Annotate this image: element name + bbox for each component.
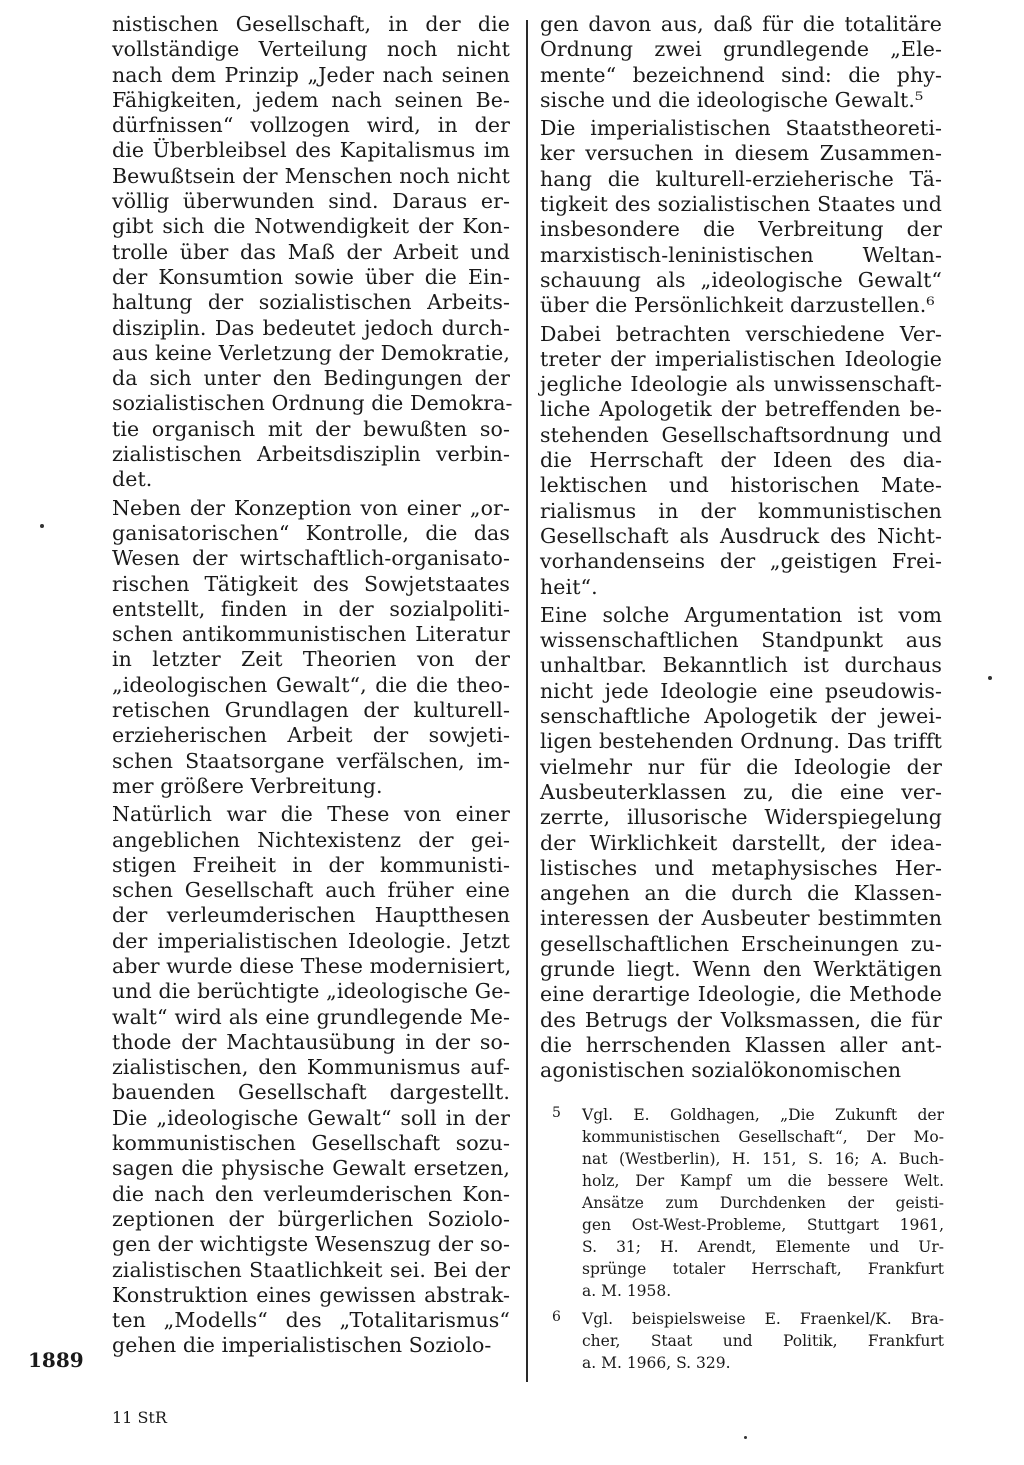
text-line: mente“ bezeichnend sind: die phy- <box>540 62 942 87</box>
text-line: treter der imperialistischen Ideologie <box>540 346 942 371</box>
print-speck <box>744 1436 747 1439</box>
text-line: vielmehr nur für die Ideologie der <box>540 754 942 779</box>
text-line: Ausbeuterklassen zu, die eine ver- <box>540 779 942 804</box>
text-line: insbesondere die Verbreitung der <box>540 217 942 242</box>
footnote-number: 5 <box>552 1105 561 1121</box>
text-line: in letzter Zeit Theorien von der <box>112 647 510 672</box>
right-column-paragraph <box>540 322 942 600</box>
text-line: ganisatorischen“ Kontrolle, die das <box>112 520 510 545</box>
text-line: gibt sich die Notwendigkeit der Kon- <box>112 214 510 239</box>
text-line: nicht jede Ideologie eine pseudowis- <box>540 678 942 703</box>
text-line: eine derartige Ideologie, die Methode <box>540 982 942 1007</box>
text-line: gehen die imperialistischen Soziolo- <box>112 1333 492 1358</box>
text-line: tie organisch mit der bewußten so- <box>112 416 510 441</box>
footnote-line: gen Ost-West-Probleme, Stuttgart 1961, <box>582 1216 944 1234</box>
text-line: der Konsumtion sowie über die Ein- <box>112 264 510 289</box>
text-line: Gesellschaft als Ausdruck des Nicht- <box>540 523 942 548</box>
text-line: walt“ wird als eine grundlegende Me- <box>112 1004 510 1029</box>
text-line: rischen Tätigkeit des Sowjetstaates <box>112 571 510 596</box>
print-speck <box>40 524 44 528</box>
footnote-line: Vgl. E. Goldhagen, „Die Zukunft der <box>582 1106 944 1124</box>
text-line: der Wirklichkeit darstellt, der idea- <box>540 830 942 855</box>
text-line: bauenden Gesellschaft dargestellt. <box>112 1080 510 1105</box>
text-line: grunde liegt. Wenn den Werktätigen <box>540 956 942 981</box>
footnote-line: S. 31; H. Arendt, Elemente und Ur- <box>582 1238 944 1256</box>
text-line: Fähigkeiten, jedem nach seinen Be- <box>112 87 510 112</box>
left-column-paragraph <box>112 496 510 800</box>
text-line: und die berüchtigte „ideologische Ge- <box>112 979 511 1004</box>
text-line: retischen Grundlagen der kulturell- <box>112 698 510 723</box>
text-line: zialistischen Arbeitsdisziplin verbin- <box>112 442 510 467</box>
text-line: interessen der Ausbeuter bestimmten <box>540 906 942 931</box>
text-line: des Betrugs der Volksmassen, die für <box>540 1007 942 1032</box>
text-line: ligen bestehenden Ordnung. Das trifft <box>540 729 942 754</box>
print-speck <box>988 676 992 680</box>
text-line: stehenden Gesellschaftsordnung und <box>540 422 942 447</box>
text-line: trolle über das Maß der Arbeit und <box>112 239 510 264</box>
text-line: die Herrschaft der Ideen des dia- <box>540 448 942 473</box>
footnote-line: a. M. 1966, S. 329. <box>582 1354 731 1372</box>
right-column-paragraph <box>540 116 942 318</box>
text-line: zialistischen, den Kommunismus auf- <box>112 1055 510 1080</box>
text-line: die Überbleibsel des Kapitalismus im <box>112 138 510 163</box>
text-line: Bewußtsein der Menschen noch nicht <box>112 163 510 188</box>
text-line: Eine solche Argumentation ist vom <box>540 602 942 627</box>
left-column-paragraph <box>112 12 513 493</box>
right-column-paragraph <box>540 603 942 1084</box>
column-divider <box>526 20 528 1382</box>
text-line: det. <box>112 467 153 492</box>
text-line: thode der Machtausübung in der so- <box>112 1029 510 1054</box>
text-line: vollständige Verteilung noch nicht <box>112 37 510 62</box>
text-line: erzieherischen Arbeit der sowjeti- <box>112 723 510 748</box>
text-line: die nach den verleumderischen Kon- <box>112 1181 510 1206</box>
text-line: dürfnissen“ vollzogen wird, in der <box>112 113 510 138</box>
text-line: die herrschenden Klassen aller ant- <box>540 1032 942 1057</box>
text-line: heit“. <box>540 574 598 599</box>
text-line: jegliche Ideologie als unwissenschaft- <box>540 372 942 397</box>
text-line: listisches und metaphysisches Her- <box>540 855 942 880</box>
text-line: aus keine Verletzung der Demokratie, <box>112 340 510 365</box>
text-column-left <box>112 12 513 1359</box>
text-line: Die imperialistischen Staatstheoreti- <box>540 116 942 141</box>
text-line: Die „ideologische Gewalt“ soll in der <box>112 1105 510 1130</box>
text-line: zerrte, illusorische Widerspiegelung <box>540 805 942 830</box>
text-line: völlig überwunden sind. Daraus er- <box>112 189 510 214</box>
text-line: gen davon aus, daß für die totalitäre <box>540 12 942 36</box>
text-line: sische und die ideologische Gewalt.⁵ <box>540 87 924 112</box>
text-line: wissenschaftlichen Standpunkt aus <box>540 628 942 653</box>
footnote-line: kommunistischen Gesellschaft“, Der Mo- <box>582 1128 944 1146</box>
text-line: vorhandenseins der „geistigen Frei- <box>540 549 942 574</box>
text-line: tigkeit des sozialistischen Staates und <box>540 192 942 217</box>
text-line: rialismus in der kommunistischen <box>540 498 942 523</box>
text-line: disziplin. Das bedeutet jedoch durch- <box>112 315 510 340</box>
left-column-paragraph <box>112 802 510 1359</box>
text-line: kommunistischen Gesellschaft sozu- <box>112 1131 510 1156</box>
text-line: zialistischen Staatlichkeit sei. Bei der <box>112 1257 510 1282</box>
text-line: der imperialistischen Ideologie. Jetzt <box>112 928 510 953</box>
footnote-line: holz, Der Kampf um die bessere Welt. <box>582 1172 944 1190</box>
text-line: zeptionen der bürgerlichen Soziolo- <box>112 1206 510 1231</box>
text-line: stigen Freiheit in der kommunisti- <box>112 852 510 877</box>
footnote-line: cher, Staat und Politik, Frankfurt <box>582 1332 944 1350</box>
text-line: entstellt, finden in der sozialpoliti- <box>112 596 510 621</box>
text-line: marxistisch-leninistischen Weltan- <box>540 242 942 267</box>
text-line: Wesen der wirtschaftlich-organisato- <box>112 546 510 571</box>
footnote-line: Vgl. beispielsweise E. Fraenkel/K. Bra- <box>582 1310 944 1328</box>
footnote-line: a. M. 1958. <box>582 1282 672 1300</box>
page-number: 1889 <box>28 1348 84 1372</box>
text-line: haltung der sozialistischen Arbeits- <box>112 290 510 315</box>
text-line: ker versuchen in diesem Zusammen- <box>540 141 942 166</box>
text-line: senschaftliche Apologetik der jewei- <box>540 704 942 729</box>
text-line: lektischen und historischen Mate- <box>540 473 942 498</box>
text-line: schen antikommunistischen Literatur <box>112 622 510 647</box>
text-line: Dabei betrachten verschiedene Ver- <box>540 321 942 346</box>
text-line: nistischen Gesellschaft, in der die <box>112 12 510 36</box>
text-line: agonistischen sozialökonomischen <box>540 1058 902 1083</box>
text-line: da sich unter den Bedingungen der <box>112 366 510 391</box>
footnote-line: sprünge totaler Herrschaft, Frankfurt <box>582 1260 944 1278</box>
text-line: angehen an die durch die Klassen- <box>540 881 942 906</box>
text-line: sagen die physische Gewalt ersetzen, <box>112 1156 510 1181</box>
footnote-5 <box>552 1104 944 1302</box>
footnote-line: nat (Westberlin), H. 151, S. 16; A. Buch- <box>582 1150 944 1168</box>
text-line: über die Persönlichkeit darzustellen.⁶ <box>540 293 935 318</box>
footnote-line: Ansätze zum Durchdenken der geisti- <box>582 1194 944 1212</box>
sheet-signature: 11 StR <box>112 1408 167 1427</box>
text-line: Neben der Konzeption von einer „or- <box>112 495 510 520</box>
text-line: mer größere Verbreitung. <box>112 773 383 798</box>
footnotes <box>552 1104 944 1380</box>
text-line: hang die kulturell-erzieherische Tä- <box>540 166 942 191</box>
text-column-right <box>540 12 942 1083</box>
text-line: schen Gesellschaft auch früher eine <box>112 878 510 903</box>
text-line: Konstruktion eines gewissen abstrak- <box>112 1282 510 1307</box>
text-line: nach dem Prinzip „Jeder nach seinen <box>112 62 510 87</box>
text-line: sozialistischen Ordnung die Demokra- <box>112 391 513 416</box>
text-line: liche Apologetik der betreffenden be- <box>540 397 942 422</box>
text-line: der verleumderischen Hauptthesen <box>112 903 510 928</box>
text-line: schen Staatsorgane verfälschen, im- <box>112 748 510 773</box>
text-line: gesellschaftlichen Erscheinungen zu- <box>540 931 942 956</box>
footnote-number: 6 <box>552 1309 561 1325</box>
text-line: schauung als „ideologische Gewalt“ <box>540 267 942 292</box>
text-line: Ordnung zwei grundlegende „Ele- <box>540 37 942 62</box>
text-line: unhaltbar. Bekanntlich ist durchaus <box>540 653 942 678</box>
text-line: „ideologischen Gewalt“, die die theo- <box>112 672 510 697</box>
text-line: angeblichen Nichtexistenz der gei- <box>112 827 510 852</box>
text-line: gen der wichtigste Wesenszug der so- <box>112 1232 510 1257</box>
text-line: Natürlich war die These von einer <box>112 802 510 827</box>
text-line: aber wurde diese These modernisiert, <box>112 953 512 978</box>
text-line: ten „Modells“ des „Totalitarismus“ <box>112 1308 510 1333</box>
right-column-paragraph <box>540 12 942 113</box>
footnote-6 <box>552 1308 944 1374</box>
